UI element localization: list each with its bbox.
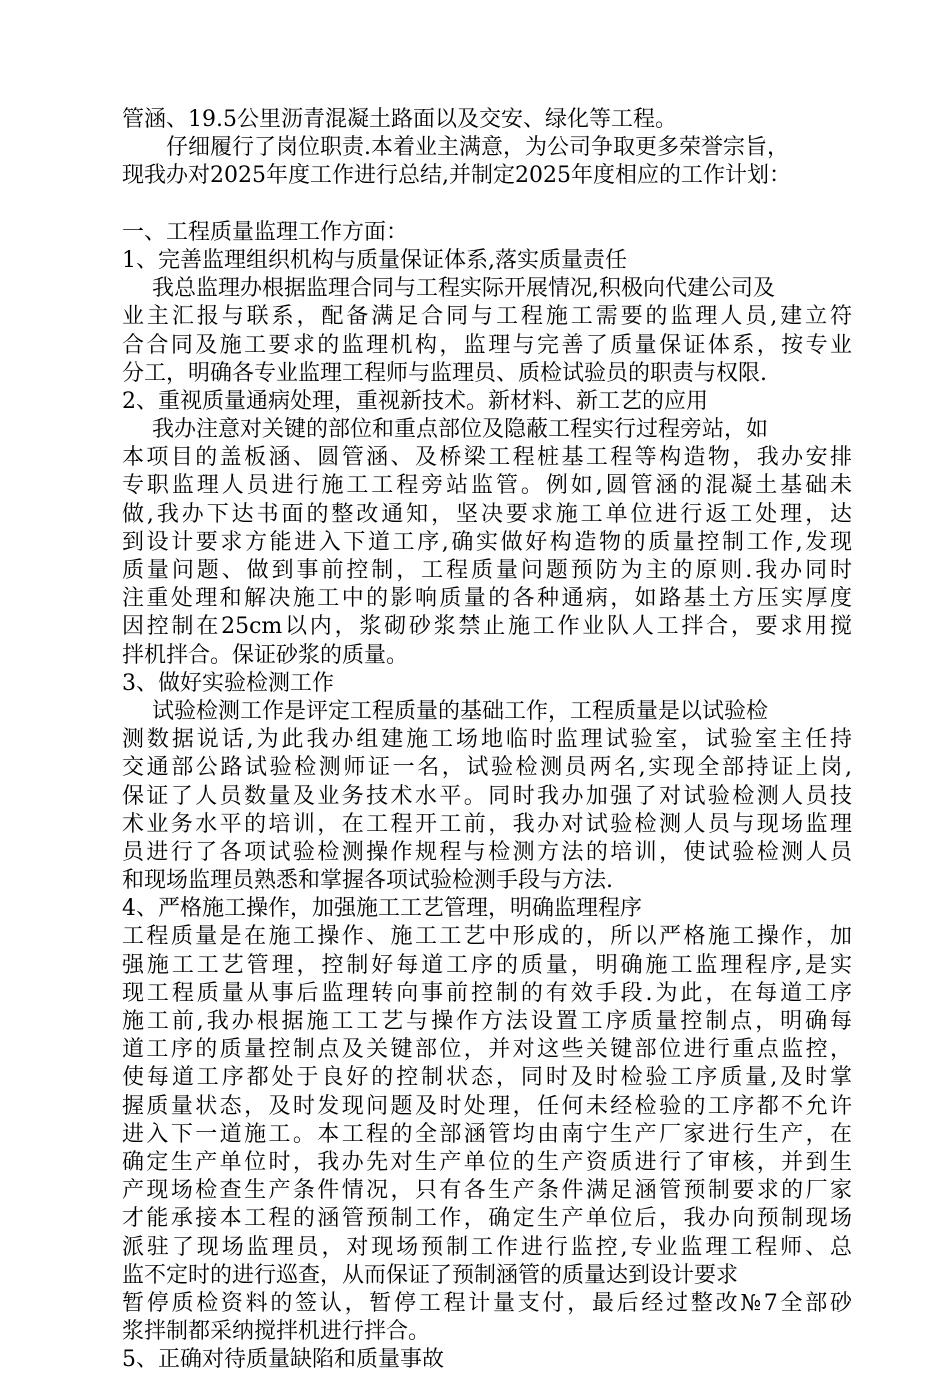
paragraph-line: 施工前,我办根据施工工艺与操作方法设置工序质量控制点，明确每 [122,1009,852,1034]
paragraph-line: 试验检测工作是评定工程质量的基础工作，工程质量是以试验检 [152,698,769,724]
paragraph-line: 握质量状态，及时发现问题及时处理，任何未经检验的工序都不允许 [122,1093,852,1119]
paragraph-line: 确定生产单位时，我办先对生产单位的生产资质进行了审核，并到生 [122,1149,852,1175]
paragraph-line: 分工，明确各专业监理工程师与监理员、质检试验员的职责与权限. [122,360,767,386]
subsection-heading: 4、严格施工操作，加强施工工艺管理，明确监理程序 [122,896,642,922]
paragraph-line: 强施工工艺管理，控制好每道工序的质量，明确施工监理程序,是实 [122,952,852,978]
paragraph-line: 现工程质量从事后监理转向事前控制的有效手段.为此，在每道工序 [122,980,852,1006]
paragraph-line: 注重处理和解决施工中的影响质量的各种通病，如路基土方压实厚度 [122,586,852,612]
paragraph-line: 员进行了各项试验检测操作规程与检测方法的培训，使试验检测人员 [122,839,852,865]
paragraph-line: 派驻了现场监理员，对现场预制工作进行监控,专业监理工程师、总 [122,1234,852,1260]
paragraph-line: 现我办对2025年度工作进行总结,并制定2025年度相应的工作计划： [122,163,791,189]
paragraph-line: 交通部公路试验检测师证一名，试验检测员两名,实现全部持证上岗, [122,755,852,781]
subsection-heading: 2、重视质量通病处理，重视新技术。新材料、新工艺的应用 [122,388,708,414]
paragraph-line: 暂停质检资料的签认，暂停工程计量支付，最后经过整改№7全部砂 [122,1290,852,1316]
document-body [122,106,852,1374]
paragraph-line: 才能承接本工程的涵管预制工作，确定生产单位后，我办向预制现场 [122,1206,852,1232]
paragraph-line: 测数据说话,为此我办组建施工场地临时监理试验室，试验室主任持 [122,727,852,753]
paragraph-line: 产现场检查生产条件情况，只有各生产条件满足涵管预制要求的厂家 [122,1178,852,1204]
paragraph-line: 工程质量是在施工操作、施工工艺中形成的，所以严格施工操作，加 [122,924,852,950]
paragraph-line: 保证了人员数量及业务技术水平。同时我办加强了对试验检测人员技 [122,783,852,809]
paragraph-line: 管涵、19.5公里沥青混凝土路面以及交安、绿化等工程。 [122,107,677,132]
paragraph-line: 拌机拌合。保证砂浆的质量。 [122,642,409,668]
paragraph-line: 到设计要求方能进入下道工序,确实做好构造物的质量控制工作,发现 [122,529,852,555]
paragraph-line: 道工序的质量控制点及关键部位，并对这些关键部位进行重点监控， [122,1037,852,1063]
paragraph-line: 本项目的盖板涵、圆管涵、及桥梁工程桩基工程等构造物，我办安排 [122,445,852,471]
section-heading: 一、工程质量监理工作方面： [122,219,409,245]
paragraph-line: 浆拌制都采纳搅拌机进行拌合。 [122,1319,431,1345]
subsection-heading: 1、完善监理组织机构与质量保证体系,落实质量责任 [122,247,627,273]
paragraph-line: 使每道工序都处于良好的控制状态，同时及时检验工序质量,及时掌 [122,1065,852,1091]
paragraph-line: 和现场监理员熟悉和掌握各项试验检测手段与方法. [122,868,613,894]
paragraph-line: 做,我办下达书面的整改通知，坚决要求施工单位进行返工处理，达 [122,501,852,527]
paragraph-line: 因控制在25cm以内，浆砌砂浆禁止施工作业队人工拌合，要求用搅 [122,614,852,640]
paragraph-line: 我总监理办根据监理合同与工程实际开展情况,积极向代建公司及 [152,276,775,302]
paragraph-line: 我办注意对关键的部位和重点部位及隐蔽工程实行过程旁站，如 [152,417,769,443]
blank-line [122,191,852,219]
paragraph-line: 专职监理人员进行施工工程旁站监管。例如,圆管涵的混凝土基础未 [122,473,852,499]
paragraph-line: 质量问题、做到事前控制，工程质量问题预防为主的原则.我办同时 [122,558,852,583]
subsection-heading: 3、做好实验检测工作 [122,670,334,696]
paragraph-line: 仔细履行了岗位职责.本着业主满意，为公司争取更多荣誉宗旨， [166,135,789,161]
paragraph-line: 业主汇报与联系，配备满足合同与工程施工需要的监理人员,建立符 [122,304,852,330]
subsection-heading: 5、正确对待质量缺陷和质量事故 [122,1347,444,1373]
paragraph-line: 监不定时的进行巡查，从而保证了预制涵管的质量达到设计要求 [122,1262,739,1288]
paragraph-line: 合合同及施工要求的监理机构，监理与完善了质量保证体系，按专业 [122,332,852,358]
paragraph-line: 进入下一道施工。本工程的全部涵管均由南宁生产厂家进行生产，在 [122,1121,852,1147]
paragraph-line: 术业务水平的培训，在工程开工前，我办对试验检测人员与现场监理 [122,811,852,837]
